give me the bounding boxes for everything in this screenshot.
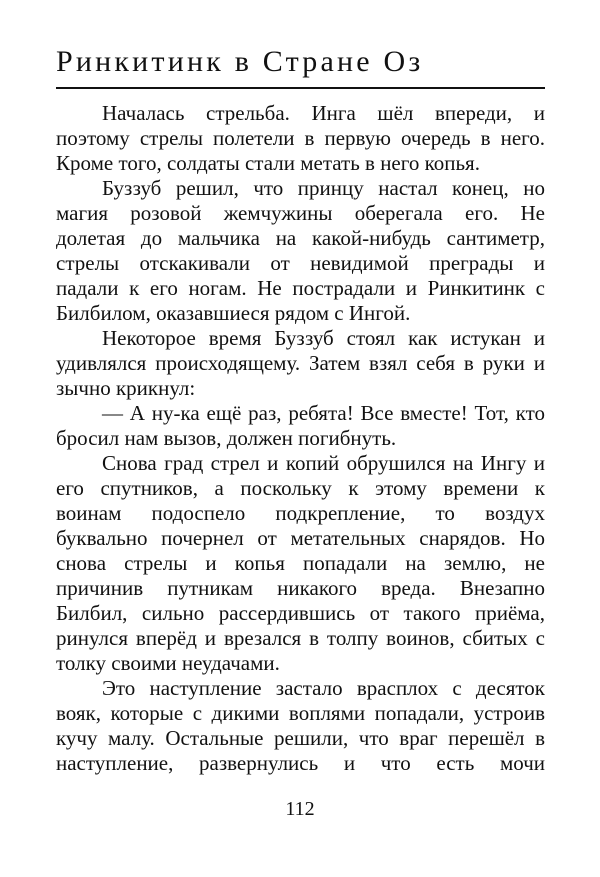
text-line: падали к его ногам. Не пострадали и Ринкитинк с [56, 276, 545, 300]
text-line: бросил нам вызов, должен погибнуть. [56, 426, 397, 450]
text-line: Билбил, сильно рассердившись от такого приёма, [56, 601, 545, 625]
text-line: — А ну-ка ещё раз, ребята! Все вместе! Тот, кто [102, 401, 545, 425]
running-head-title: Ринкитинк в Стране Оз [56, 45, 424, 78]
text-line: Снова град стрел и копий обрушился на Ингу и [102, 451, 545, 475]
text-line: наступление, развернулись и что есть мочи [56, 751, 545, 775]
text-line: буквально почернел от метательных снарядов. Но [56, 526, 545, 550]
text-line: долетая до мальчика на какой-нибудь сантиметр, [56, 226, 545, 250]
text-line: Некоторое время Буззуб стоял как истукан и [102, 326, 545, 350]
page-number: 112 [285, 798, 315, 820]
text-line: вояк, которые с дикими воплями попадали, устроив [56, 701, 545, 725]
text-line: стрелы отскакивали от невидимой преграды и [56, 251, 545, 275]
text-line: его спутников, а поскольку к этому времени к [56, 476, 545, 500]
text-line: Буззуб решил, что принцу настал конец, но [102, 176, 545, 200]
text-line: удивлялся происходящему. Затем взял себя в руки и [56, 351, 545, 375]
text-line: зычно крикнул: [56, 376, 196, 400]
text-line: причинив путникам никакого вреда. Внезапно [56, 576, 545, 600]
text-line: Это наступление застало врасплох с десяток [102, 676, 545, 700]
text-line: кучу малу. Остальные решили, что враг перешёл в [56, 726, 545, 750]
text-line: ринулся вперёд и врезался в толпу воинов, сбитых с [56, 626, 545, 650]
text-line: Кроме того, солдаты стали метать в него копья. [56, 151, 480, 175]
text-line: Началась стрельба. Инга шёл впереди, и [102, 101, 545, 125]
text-line: Билбилом, оказавшиеся рядом с Ингой. [56, 301, 411, 325]
text-line: воинам подоспело подкрепление, то воздух [56, 501, 545, 525]
text-line: поэтому стрелы полетели в первую очередь в него. [56, 126, 545, 150]
text-line: магия розовой жемчужины оберегала его. Не [56, 201, 545, 225]
text-line: толку своими неудачами. [56, 651, 280, 675]
header-rule [56, 87, 545, 89]
text-line: снова стрелы и копья попадали на землю, не [56, 551, 545, 575]
body-text [56, 101, 545, 776]
